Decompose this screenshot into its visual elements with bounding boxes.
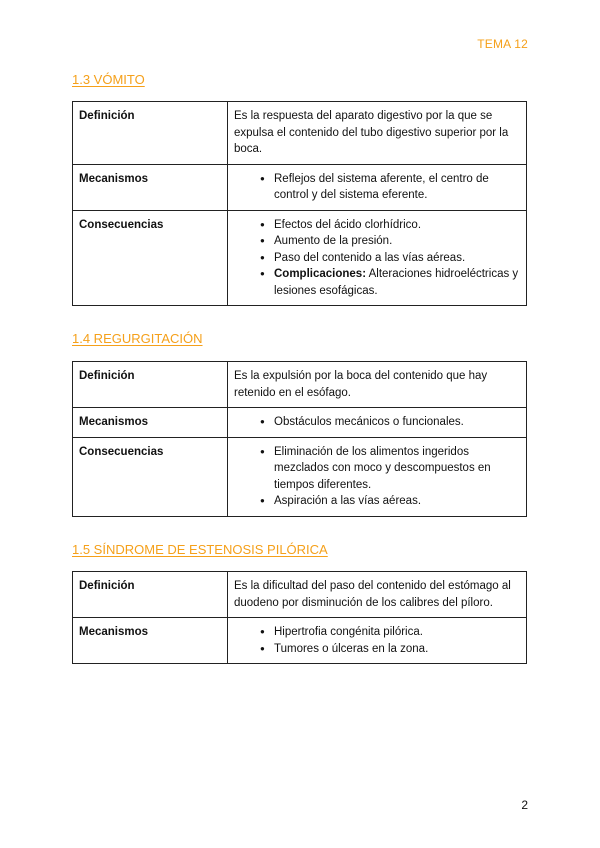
- table-regurgitacion: [72, 361, 527, 517]
- row-text: Es la respuesta del aparato digestivo por la que se expulsa el contenido del tubo digestivo superior por la boca.: [228, 102, 527, 165]
- list-item: ● Paso del contenido a las vías aéreas.: [274, 250, 520, 267]
- row-text: Es la dificultad del paso del contenido del estómago al duodeno por disminución de los calibres del píloro.: [228, 572, 527, 618]
- section-title-regurgitacion: 1.4 REGURGITACIÓN: [72, 331, 203, 346]
- list-item: ● Aspiración a las vías aéreas.: [274, 493, 520, 510]
- row-label: Consecuencias: [73, 437, 228, 516]
- table-row: [73, 164, 527, 210]
- list-item: ● Hipertrofia congénita pilórica.: [274, 624, 520, 641]
- list-item: ● Tumores o úlceras en la zona.: [274, 641, 520, 658]
- row-content: [228, 618, 527, 664]
- table-estenosis-pilorica: [72, 571, 527, 664]
- row-label: Mecanismos: [73, 164, 228, 210]
- row-label: Mecanismos: [73, 618, 228, 664]
- table-vomito: [72, 101, 527, 306]
- table-row: [73, 572, 527, 618]
- row-label: Mecanismos: [73, 408, 228, 438]
- row-content: [228, 437, 527, 516]
- section-title-vomito: 1.3 VÓMITO: [72, 72, 145, 87]
- table-row: [73, 618, 527, 664]
- page-number: 2: [521, 798, 528, 812]
- list-item: ● Reflejos del sistema aferente, el centro de control y del sistema eferente.: [274, 171, 520, 204]
- table-row: [73, 210, 527, 306]
- row-text: Es la expulsión por la boca del contenido que hay retenido en el esófago.: [228, 362, 527, 408]
- row-label: Consecuencias: [73, 210, 228, 306]
- chapter-label: TEMA 12: [477, 37, 528, 51]
- table-row: [73, 362, 527, 408]
- table-row: [73, 408, 527, 438]
- list-item: ● Aumento de la presión.: [274, 233, 520, 250]
- row-label: Definición: [73, 362, 228, 408]
- table-row: [73, 437, 527, 516]
- bold-lead: Complicaciones:: [274, 268, 367, 280]
- row-label: Definición: [73, 572, 228, 618]
- list-item: ● Efectos del ácido clorhídrico.: [274, 217, 520, 234]
- list-item-text: Alteraciones hidroeléctricas y lesiones esofágicas.: [274, 268, 519, 297]
- list-item: [274, 266, 520, 299]
- row-content: [228, 164, 527, 210]
- section-title-estenosis-pilorica: 1.5 SÍNDROME DE ESTENOSIS PILÓRICA: [72, 542, 328, 557]
- table-row: [73, 102, 527, 165]
- row-content: [228, 210, 527, 306]
- list-item: ● Obstáculos mecánicos o funcionales.: [274, 414, 520, 431]
- row-content: [228, 408, 527, 438]
- row-label: Definición: [73, 102, 228, 165]
- list-item: ● Eliminación de los alimentos ingeridos mezclados con moco y descompuestos en tiempos diferentes.: [274, 444, 520, 494]
